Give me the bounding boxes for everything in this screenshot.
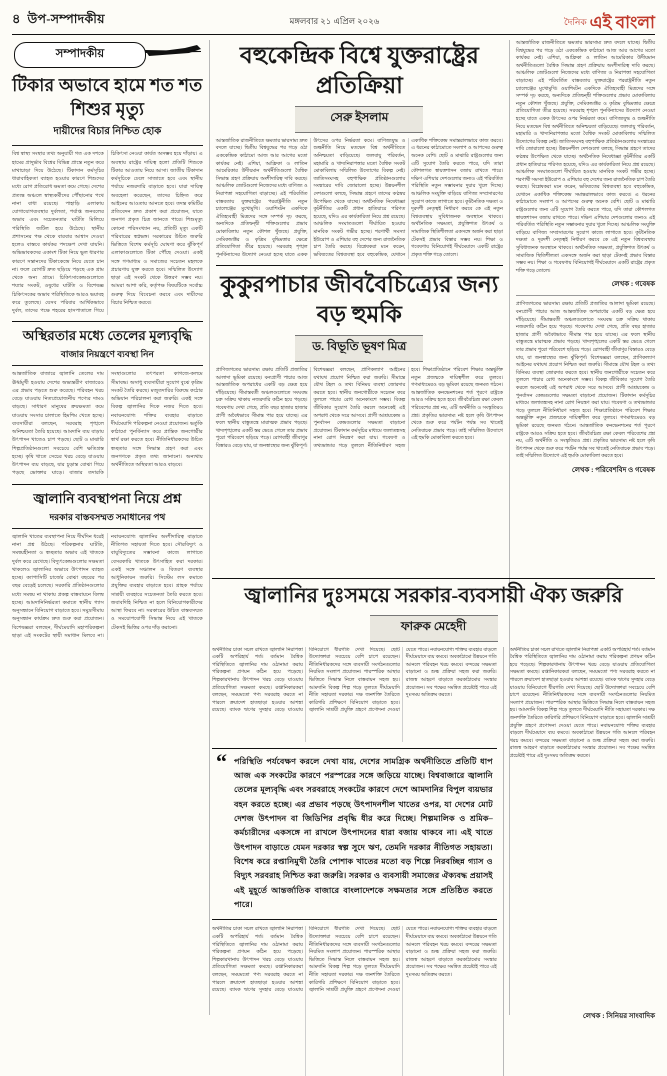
divider-rule [12,321,203,322]
article-3-headline: জ্বালানির দুঃসময়ে সরকার-ব্যবসায়ী ঐক্য জরুরি [244,585,623,607]
article-1-byline: সেরু ইসলাম [295,106,423,133]
editorial-body: বিশ্ব স্বাস্থ্য সংস্থার তথ্য অনুযায়ী গত এক দশকে হামের প্রাদুর্ভাব বিশ্বের বিভিন্ন প্রান্তে নতুন করে মাথাচাড়া দিয়ে উঠেছে। টিকাদান কর্মসূচির ধারাবাহিকতা ব্যাহত হওয়ার কারণে শিশুদের মধ্যে রোগ প্রতিরোধ ক্ষমতা কমে গেছে। দেশের প্রত্যন্ত অঞ্চলে স্বাস্থ্যকর্মীদের পৌঁছানোর পথে নানা বাধা রয়েছে। পাহাড়ি এলাকায় যোগাযোগব্যবস্থার দুর্বলতা, পর্যাপ্ত জনবলের অভাব এবং সচেতনতার ঘাটতি মিলিয়ে পরিস্থিতি জটিল হয়ে উঠেছে। স্থানীয় প্রশাসনের পক্ষ থেকে বারবার আশ্বাস দেওয়া হলেও বাস্তবে কার্যকর পদক্ষেপ দেখা যায়নি। অভিভাবকদের একাংশ টিকা নিয়ে ভুল ধারণার কারণে সন্তানদের টিকাকেন্দ্রে নিয়ে যেতে চান না। ফলে রোগটি দ্রুত ছড়িয়ে পড়ছে এক গ্রাম থেকে অন্য গ্রামে। চিকিৎসাকেন্দ্রগুলোতে শয্যার সংকট, ওষুধের ঘাটতি ও বিশেষজ্ঞ চিকিৎসকের অভাব পরিস্থিতিকে আরও ভয়াবহ করে তুলেছে। যেসব পরিবার আর্থিকভাবে দুর্বল, তাদের পক্ষে শহরের হাসপাতালে গিয়ে চিকিৎসা নেওয়া কার্যত অসম্ভব হয়ে দাঁড়ায়। এ অবস্থায় রাষ্ট্রের দায়িত্ব হলো প্রতিটি শিশুকে টিকার আওতায় নিয়ে আসা। জাতীয় টিকাদান কর্মসূচিকে ঢেলে সাজাতে হবে এবং স্থানীয় পর্যায়ে নজরদারি বাড়াতে হবে। যারা দায়িত্ব অবহেলা করেছেন, তাদের চিহ্নিত করে আইনের আওতায় আনতে হবে। তদন্ত কমিটির প্রতিবেদন দ্রুত প্রকাশ করা প্রয়োজন, যাতে জনগণ প্রকৃত চিত্র জানতে পারে। শিশুমৃত্যু কোনো পরিসংখ্যান নয়, প্রতিটি মৃত্যু একটি পরিবারের স্বপ্নভঙ্গ। সরকারের উচিত জরুরি ভিত্তিতে বিশেষ কর্মসূচি ঘোষণা করে ঝুঁকিপূর্ণ এলাকাগুলোতে টিকা পৌঁছে দেওয়া। একই সঙ্গে গণমাধ্যম ও সমাজের সচেতন মহলকে প্রচারণায় যুক্ত করতে হবে। সম্মিলিত উদ্যোগ ছাড়া এই সংকট থেকে উত্তরণ সম্ভব নয়। আমরা আশা করি, কর্তৃপক্ষ বিষয়টিকে সর্বোচ্চ গুরুত্ব দিয়ে বিবেচনা করবে এবং দায়ীদের বিচার নিশ্চিত করবে। [12,151,203,314]
article-1-signature: লেখক : গবেষক [611,280,655,289]
editorial-second-body: আন্তর্জাতিক বাজারে জ্বালানি তেলের দাম ঊর্ধ্বমুখী হওয়ায় দেশের অভ্যন্তরীণ বাজারেও এর প্রভাব পড়তে শুরু করেছে। পরিবহন খরচ বেড়ে যাওয়ায় নিত্যপ্রয়োজনীয় পণ্যের দামও বাড়ছে। সাধারণ মানুষের ক্রয়ক্ষমতা কমে যাওয়ায় সংসার চালাতে হিমশিম খেতে হচ্ছে। ব্যবসায়ীরা বলছেন, সরবরাহ শৃঙ্খলে অনিশ্চয়তা তৈরি হয়েছে। আমদানি ব্যয় বাড়ায় উৎপাদন খাতেও চাপ পড়ছে। ছোট ও মাঝারি শিল্পপ্রতিষ্ঠানগুলো সবচেয়ে বেশি ক্ষতিগ্রস্ত হচ্ছে। কৃষি খাতে সেচের খরচ বেড়ে যাওয়ায় উৎপাদন ব্যয় বাড়ছে, যার চূড়ান্ত বোঝা গিয়ে পড়ছে ভোক্তার ঘাড়ে। বাজার তদারকি সংস্থাগুলোর তৎপরতা কাগজে-কলমে সীমাবদ্ধ। অসাধু ব্যবসায়ীরা সুযোগ বুঝে কৃত্রিম সংকট তৈরি করছে। মজুতদারির বিরুদ্ধে কঠোর অভিযান পরিচালনা করা জরুরি। একই সঙ্গে বিকল্প জ্বালানির দিকে নজর দিতে হবে। নবায়নযোগ্য শক্তির ব্যবহার বাড়াতে দীর্ঘমেয়াদি পরিকল্পনা নেওয়া প্রয়োজন। ভর্তুকি কাঠামো পুনর্বিন্যাস করে প্রান্তিক জনগোষ্ঠীর স্বার্থ রক্ষা করতে হবে। নীতিনির্ধারকদের উচিত স্বচ্ছতার সঙ্গে সিদ্ধান্ত গ্রহণ করা এবং জনগণকে প্রকৃত তথ্য জানানো। অন্যথায় অর্থনীতিতে অস্থিরতা আরও বাড়বে। [12,371,203,477]
editorial-second-headline: অস্থিরতার মধ্যে তেলের মূল্যবৃদ্ধি [22,328,192,344]
article-3-byline: ফারুক মেহেদী [370,615,498,642]
article-divider-1 [216,265,503,266]
section-title: উপ-সম্পাদকীয় [27,12,105,26]
editorial-third-subhead: দরকার বাস্তবসম্মত সমাধানের পথ [12,510,203,529]
article-1-headline: বহুকেন্দ্রিক বিশ্বে যুক্তরাষ্ট্রের প্রতিক্রিয়া [239,43,479,98]
article-3-body-bottom: অর্থনীতির চাকা সচল রাখতে জ্বালানি নিরাপত্তা একটি অপরিহার্য শর্ত। বর্তমান বৈশ্বিক পরিস্থিতিতে জ্বালানির দাম ওঠানামা করায় পরিকল্পনা প্রণয়ন কঠিন হয়ে পড়েছে। শিল্পকারখানায় উৎপাদন খরচ বেড়ে যাওয়ায় প্রতিযোগিতা সক্ষমতা কমছে। রপ্তানিকারকরা বলছেন, সময়মতো পণ্য সরবরাহ করতে না পারলে ক্রয়াদেশ হাতছাড়া হওয়ার আশঙ্কা রয়েছে। ব্যাংক ঋণের সুদহার বেড়ে যাওয়ায় বিনিয়োগে ধীরগতি দেখা দিয়েছে। ছোট উদ্যোক্তারা সবচেয়ে বেশি চাপে রয়েছেন। নীতিনির্ধারকদের সঙ্গে ব্যবসায়ী সংগঠনগুলোর নিয়মিত সংলাপ প্রয়োজন। পারস্পরিক আস্থার ভিত্তিতে সিদ্ধান্ত নিলে বাস্তবায়ন সহজ হয়। আমদানি বিকল্প শিল্প গড়ে তুলতে দীর্ঘমেয়াদি নীতি সহায়তা দরকার। দক্ষ জনশক্তি তৈরিতে কারিগরি প্রশিক্ষণে বিনিয়োগ বাড়াতে হবে। জ্বালানি সাশ্রয়ী প্রযুক্তি গ্রহণে প্রণোদনা দেওয়া যেতে পারে। নবায়নযোগ্য শক্তির ব্যবহার বাড়লে দীর্ঘমেয়াদে ব্যয় কমবে। অবকাঠামো উন্নয়নে গতি আনলে পরিবহন খরচ কমবে। বন্দরের সক্ষমতা বাড়ানো ও শুল্ক প্রক্রিয়া সহজ করা জরুরি। রাজস্ব আহরণ বাড়াতে করকাঠামোর সংস্কার প্রয়োজন। সব পক্ষের সমন্বিত প্রচেষ্টাই পারে এই দুঃসময় অতিক্রম করতে। [212,927,497,994]
article-1-continued: আন্তর্জাতিক রাজনীতিতে ক্ষমতার ভারসাম্য দ্রুত বদলে যাচ্ছে। দ্বিতীয় বিশ্বযুদ্ধের পর গড়ে ওঠা এককেন্দ্রিক কাঠামো আজ আর আগের মতো কার্যকর নেই। এশিয়া, আফ্রিকা ও লাতিন আমেরিকার উদীয়মান অর্থনীতিগুলো বৈশ্বিক সিদ্ধান্ত গ্রহণ প্রক্রিয়ায় অংশীদারিত্ব দাবি করছে। আঞ্চলিক জোটগুলো নিজেদের মধ্যে বাণিজ্য ও নিরাপত্তা সহযোগিতা বাড়াচ্ছে। এই পরিবর্তিত বাস্তবতায় যুক্তরাষ্ট্রের পররাষ্ট্রনীতি নতুন চ্যালেঞ্জের মুখোমুখি। ওয়াশিংটন একদিকে ঐতিহ্যবাহী মিত্রদের সঙ্গে সম্পর্ক দৃঢ় করছে, অন্যদিকে প্রতিদ্বন্দ্বী শক্তিগুলোর প্রভাব মোকাবিলায় নতুন কৌশল খুঁজছে। প্রযুক্তি, সেমিকন্ডাক্টর ও কৃত্রিম বুদ্ধিমত্তার ক্ষেত্রে প্রতিযোগিতা তীব্র হয়েছে। সরবরাহ শৃঙ্খল পুনর্বিন্যাসের উদ্যোগ নেওয়া হচ্ছে যাতে একক উৎসের ওপর নির্ভরতা কমে। বাণিজ্যযুদ্ধ ও শুল্কনীতি নিয়ে মতভেদ বিশ্ব অর্থনীতিতে অনিশ্চয়তা বাড়িয়েছে। জলবায়ু পরিবর্তন, মহামারি ও খাদ্যনিরাপত্তার মতো বৈশ্বিক সংকট মোকাবিলায় সম্মিলিত উদ্যোগের বিকল্প নেই। জাতিসংঘসহ বহুপাক্ষিক প্রতিষ্ঠানগুলোর সংস্কারের দাবি জোরালো হচ্ছে। উন্নয়নশীল দেশগুলো বলছে, সিদ্ধান্ত গ্রহণে তাদের কণ্ঠস্বর উপেক্ষিত থেকে যাচ্ছে। অর্থনৈতিক নিষেধাজ্ঞা কূটনীতির একটি প্রধান হাতিয়ারে পরিণত হয়েছে, যদিও এর কার্যকারিতা নিয়ে প্রশ্ন রয়েছে। আঞ্চলিক সংঘাতগুলো দীর্ঘায়িত হওয়ায় মানবিক সংকট গভীর হচ্ছে। শরণার্থী সমস্যা ইউরোপ ও এশিয়ার বহু দেশের জন্য রাজনৈতিক চাপ তৈরি করছে। বিশ্লেষকরা মনে করেন, ভবিষ্যতের বিশ্বব্যবস্থা হবে বহুকেন্দ্রিক, যেখানে একাধিক শক্তিকেন্দ্র সমান্তরালভাবে কাজ করবে। এ ধরনের কাঠামোতে সংলাপ ও আপসের গুরুত্ব অনেক বেশি। ছোট ও মাঝারি রাষ্ট্রগুলোর জন্য এটি সুযোগ তৈরি করতে পারে, যদি তারা কৌশলগত স্বায়ত্তশাসন বজায় রাখতে পারে। দক্ষিণ এশিয়ার দেশগুলোর জন্যও এই পরিবর্তিত পরিস্থিতি নতুন সম্ভাবনার দুয়ার খুলে দিচ্ছে। আঞ্চলিক সংযুক্তি বাড়িয়ে বাণিজ্য সম্প্রসারণের সুযোগ কাজে লাগাতে হবে। কূটনৈতিক দক্ষতা ও দূরদর্শী নেতৃত্বই নির্ধারণ করবে কে এই নতুন বিশ্বব্যবস্থায় সুবিধাজনক অবস্থানে থাকবে। অর্থনৈতিক সক্ষমতা, প্রযুক্তিগত উৎকর্ষ ও সামাজিক স্থিতিশীলতা একসঙ্গে অর্জন করা ছাড়া টেকসই প্রভাব বিস্তার সম্ভব নয়। শিক্ষা ও গবেষণায় বিনিয়োগই দীর্ঘমেয়াদে একটি রাষ্ট্রের প্রকৃত শক্তি গড়ে তোলে। [515,41,655,274]
editorial-third-body: জ্বালানি খাতের ব্যবস্থাপনা নিয়ে দীর্ঘদিন ধরেই নানা প্রশ্ন উঠছে। পরিকল্পনার ঘাটতি, সমন্বয়হীনতা ও স্বচ্ছতার অভাব এই খাতকে দুর্বল করে রেখেছে। বিদ্যুৎকেন্দ্রগুলোর সক্ষমতা থাকলেও জ্বালানির অভাবে উৎপাদন ব্যাহত হচ্ছে। ক্যাপাসিটি চার্জের বোঝা বছরের পর বছর বেড়েই চলেছে। সরকারি প্রতিষ্ঠানগুলোর মধ্যে সমন্বয় না থাকায় প্রকল্প বাস্তবায়নে বিলম্ব হচ্ছে। আমদানিনির্ভরতা কমাতে স্থানীয় গ্যাস অনুসন্ধানে বিনিয়োগ বাড়াতে হবে। সমুদ্রসীমায় অনুসন্ধান কার্যক্রম দ্রুত শুরু করা প্রয়োজন। বিশেষজ্ঞরা বলছেন, দীর্ঘমেয়াদি মহাপরিকল্পনা ছাড়া এই সংকটের স্থায়ী সমাধান মিলবে না। নবায়নযোগ্য জ্বালানির অংশীদারিত্ব বাড়াতে নীতিগত সহায়তা দিতে হবে। সৌরবিদ্যুৎ ও বায়ুবিদ্যুতের সম্ভাবনা কাজে লাগাতে বেসরকারি খাতকে উৎসাহিত করা দরকার। একই সঙ্গে সঞ্চালন ও বিতরণ ব্যবস্থার আধুনিকায়ন জরুরি। সিস্টেম লস কমাতে প্রযুক্তির ব্যবহার বাড়াতে হবে। গ্রাহক পর্যায়ে সাশ্রয়ী ব্যবহারে সচেতনতা তৈরি করতে হবে। জবাবদিহি নিশ্চিত না হলে বিনিয়োগকারীদের আস্থা ফিরবে না। সরকারের উচিত বাস্তবসম্মত ও সময়োপযোগী সিদ্ধান্ত নিয়ে এই খাতকে টেকসই ভিত্তির ওপর দাঁড় করানো। [12,533,203,639]
article-3-pullquote-text: পরিস্থিতি পর্যবেক্ষণ করলে দেখা যায়, দেশের সামগ্রিক অর্থনীতিতে প্রতিটি ধাপ আজ এক সংকটের কারণে পরস্পরের সঙ্গে জড়িয়ে যাচ্ছে। বিশ্ববাজারে জ্বালানি তেলের মূল্যবৃদ্ধি এবং সরবরাহে সংকটের কারণে দেশে আমদানির বিপুল ব্যয়ভার বহন করতে হচ্ছে। এর প্রভাব পড়ছে উৎপাদনশীল খাতের ওপর, যা দেশের মোট দেশজ উৎপাদন বা জিডিপির প্রবৃদ্ধি ধীর করে দিচ্ছে। শিল্পমালিক ও শ্রমিক–কর্মচারীদের একসঙ্গে না রাখলে উৎপাদনের ধারা বজায় থাকবে না। এই খাতে উৎপাদন বাড়াতে যেমন দরকার স্বল্প সুদে ঋণ, তেমনি দরকার নীতিগত সহায়তা। বিশেষ করে রপ্তানিমুখী তৈরি পোশাক খাতের মতো বড় শিল্পে নিরবচ্ছিন্ন গ্যাস ও বিদ্যুৎ সরবরাহ নিশ্চিত করা জরুরি। সরকার ও ব্যবসায়ী সমাজের ঐক্যবদ্ধ প্রয়াসই এই মুহূর্তে আন্তর্জাতিক বাজারে বাংলাদেশকে সক্ষমতার সঙ্গে প্রতিষ্ঠিত করতে পারে। [234,756,493,910]
logo-kicker: দৈনিক [564,17,587,27]
article-3 [212,572,655,1076]
article-2-body: প্রাণিজগতের ভারসাম্য রক্ষায় প্রতিটি প্রজাতির আলাদা ভূমিকা রয়েছে। বন্যপ্রাণী পাচার আজ আন্তর্জাতিক অপরাধের একটি বড় ক্ষেত্র হয়ে দাঁড়িয়েছে। সীমান্তবর্তী অঞ্চলগুলোতে সংঘবদ্ধ চক্র সক্রিয় থাকায় নজরদারি কঠিন হয়ে পড়ছে। গবেষণায় দেখা গেছে, প্রতি বছর হাজার হাজার প্রাণী অবৈধভাবে সীমান্ত পার হয়ে যাচ্ছে। এর ফলে স্থানীয় বাস্তুতন্ত্রে মারাত্মক প্রভাব পড়ছে। খাদ্যশৃঙ্খলের একটি স্তর ভেঙে গেলে তার প্রভাব পুরো পরিবেশে ছড়িয়ে পড়ে। রোগবাহী জীবাণুর বিস্তারও বেড়ে যায়, যা জনস্বাস্থ্যের জন্য ঝুঁকিপূর্ণ। বিশেষজ্ঞরা বলছেন, প্রাণিকল্যাণ আইনের যথাযথ প্রয়োগ নিশ্চিত করা জরুরি। সীমান্তে যৌথ টহল ও তথ্য বিনিময় ব্যবস্থা জোরদার করতে হবে। স্থানীয় জনগোষ্ঠীকে সচেতন করে তুললে পাচার রোধ অনেকাংশে সম্ভব। বিকল্প জীবিকার সুযোগ তৈরি করলে অনেকেই এই অপরাধ থেকে সরে আসবে। প্রাণী আশ্রয়কেন্দ্র ও পুনর্বাসন কেন্দ্রগুলোর সক্ষমতা বাড়ানো প্রয়োজন। টিকাদান কর্মসূচির মাধ্যমে জলাতঙ্কসহ নানা রোগ নিয়ন্ত্রণ করা যায়। গবেষণা ও তথ্যভান্ডার গড়ে তুললে নীতিনির্ধারণ সহজ হবে। শিক্ষাপ্রতিষ্ঠানে পরিবেশ শিক্ষার অন্তর্ভুক্তি নতুন প্রজন্মকে দায়িত্বশীল করে তুলবে। গণমাধ্যমেরও বড় ভূমিকা রয়েছে জনমত গঠনে। আন্তর্জাতিক কনভেনশনের শর্ত পূরণে রাষ্ট্রকে আরও সক্রিয় হতে হবে। জীববৈচিত্র্য রক্ষা কেবল পরিবেশের প্রশ্ন নয়, এটি অর্থনীতি ও সংস্কৃতিরও প্রশ্ন। প্রকৃতির ভারসাম্য নষ্ট হলে কৃষি উৎপাদন থেকে শুরু করে পর্যটন পর্যন্ত সব খাতেই নেতিবাচক প্রভাব পড়ে। তাই সম্মিলিত উদ্যোগে এই হুমকি মোকাবিলা করতে হবে। [215,368,503,449]
page-number: ৪ [12,11,21,26]
masthead [12,10,655,35]
masthead-left [12,10,105,31]
article-2-headline: কুকুরপাচার জীববৈচিত্র্যের জন্য বড় হুমকি [220,272,499,328]
publication-date: মঙ্গলবার ২১ এপ্রিল ২০২৬ [289,16,380,26]
right-divider [516,295,655,296]
pen-icon [145,44,203,58]
article-3-signature: লেখক : সিনিয়র সাংবাদিক [582,1011,655,1020]
editorial-column [12,40,203,1015]
divider-rule-2 [12,484,203,485]
article-3-body-top: অর্থনীতির চাকা সচল রাখতে জ্বালানি নিরাপত্তা একটি অপরিহার্য শর্ত। বর্তমান বৈশ্বিক পরিস্থিতিতে জ্বালানির দাম ওঠানামা করায় পরিকল্পনা প্রণয়ন কঠিন হয়ে পড়েছে। শিল্পকারখানায় উৎপাদন খরচ বেড়ে যাওয়ায় প্রতিযোগিতা সক্ষমতা কমছে। রপ্তানিকারকরা বলছেন, সময়মতো পণ্য সরবরাহ করতে না পারলে ক্রয়াদেশ হাতছাড়া হওয়ার আশঙ্কা রয়েছে। ব্যাংক ঋণের সুদহার বেড়ে যাওয়ায় বিনিয়োগে ধীরগতি দেখা দিয়েছে। ছোট উদ্যোক্তারা সবচেয়ে বেশি চাপে রয়েছেন। নীতিনির্ধারকদের সঙ্গে ব্যবসায়ী সংগঠনগুলোর নিয়মিত সংলাপ প্রয়োজন। পারস্পরিক আস্থার ভিত্তিতে সিদ্ধান্ত নিলে বাস্তবায়ন সহজ হয়। আমদানি বিকল্প শিল্প গড়ে তুলতে দীর্ঘমেয়াদি নীতি সহায়তা দরকার। দক্ষ জনশক্তি তৈরিতে কারিগরি প্রশিক্ষণে বিনিয়োগ বাড়াতে হবে। জ্বালানি সাশ্রয়ী প্রযুক্তি গ্রহণে প্রণোদনা দেওয়া যেতে পারে। নবায়নযোগ্য শক্তির ব্যবহার বাড়লে দীর্ঘমেয়াদে ব্যয় কমবে। অবকাঠামো উন্নয়নে গতি আনলে পরিবহন খরচ কমবে। বন্দরের সক্ষমতা বাড়ানো ও শুল্ক প্রক্রিয়া সহজ করা জরুরি। রাজস্ব আহরণ বাড়াতে করকাঠামোর সংস্কার প্রয়োজন। সব পক্ষের সমন্বিত প্রচেষ্টাই পারে এই দুঃসময় অতিক্রম করতে। [212,647,497,714]
editorial-third-headline: জ্বালানি ব্যবস্থাপনা নিয়ে প্রশ্ন [33,490,182,506]
article-3-continued: অর্থনীতির চাকা সচল রাখতে জ্বালানি নিরাপত্তা একটি অপরিহার্য শর্ত। বর্তমান বৈশ্বিক পরিস্থিতিতে জ্বালানির দাম ওঠানামা করায় পরিকল্পনা প্রণয়ন কঠিন হয়ে পড়েছে। শিল্পকারখানায় উৎপাদন খরচ বেড়ে যাওয়ায় প্রতিযোগিতা সক্ষমতা কমছে। রপ্তানিকারকরা বলছেন, সময়মতো পণ্য সরবরাহ করতে না পারলে ক্রয়াদেশ হাতছাড়া হওয়ার আশঙ্কা রয়েছে। ব্যাংক ঋণের সুদহার বেড়ে যাওয়ায় বিনিয়োগে ধীরগতি দেখা দিয়েছে। ছোট উদ্যোক্তারা সবচেয়ে বেশি চাপে রয়েছেন। নীতিনির্ধারকদের সঙ্গে ব্যবসায়ী সংগঠনগুলোর নিয়মিত সংলাপ প্রয়োজন। পারস্পরিক আস্থার ভিত্তিতে সিদ্ধান্ত নিলে বাস্তবায়ন সহজ হয়। আমদানি বিকল্প শিল্প গড়ে তুলতে দীর্ঘমেয়াদি নীতি সহায়তা দরকার। দক্ষ জনশক্তি তৈরিতে কারিগরি প্রশিক্ষণে বিনিয়োগ বাড়াতে হবে। জ্বালানি সাশ্রয়ী প্রযুক্তি গ্রহণে প্রণোদনা দেওয়া যেতে পারে। নবায়নযোগ্য শক্তির ব্যবহার বাড়লে দীর্ঘমেয়াদে ব্যয় কমবে। অবকাঠামো উন্নয়নে গতি আনলে পরিবহন খরচ কমবে। বন্দরের সক্ষমতা বাড়ানো ও শুল্ক প্রক্রিয়া সহজ করা জরুরি। রাজস্ব আহরণ বাড়াতে করকাঠামোর সংস্কার প্রয়োজন। সব পক্ষের সমন্বিত প্রচেষ্টাই পারে এই দুঃসময় অতিক্রম করতে। [509,647,655,759]
article-2-byline: ড. বিভূতি ভূষণ মিত্র [295,335,423,362]
editorial-second-subhead: বাজার নিয়ন্ত্রণে ব্যবস্থা নিন [12,347,203,366]
editorial-headline: টিকার অভাবে হামে শত শত শিশুর মৃত্যু [12,75,203,119]
article-2-signature: লেখক : পরিবেশবিদ ও গবেষক [571,465,655,474]
article-1-body: আন্তর্জাতিক রাজনীতিতে ক্ষমতার ভারসাম্য দ্রুত বদলে যাচ্ছে। দ্বিতীয় বিশ্বযুদ্ধের পর গড়ে ওঠা এককেন্দ্রিক কাঠামো আজ আর আগের মতো কার্যকর নেই। এশিয়া, আফ্রিকা ও লাতিন আমেরিকার উদীয়মান অর্থনীতিগুলো বৈশ্বিক সিদ্ধান্ত গ্রহণ প্রক্রিয়ায় অংশীদারিত্ব দাবি করছে। আঞ্চলিক জোটগুলো নিজেদের মধ্যে বাণিজ্য ও নিরাপত্তা সহযোগিতা বাড়াচ্ছে। এই পরিবর্তিত বাস্তবতায় যুক্তরাষ্ট্রের পররাষ্ট্রনীতি নতুন চ্যালেঞ্জের মুখোমুখি। ওয়াশিংটন একদিকে ঐতিহ্যবাহী মিত্রদের সঙ্গে সম্পর্ক দৃঢ় করছে, অন্যদিকে প্রতিদ্বন্দ্বী শক্তিগুলোর প্রভাব মোকাবিলায় নতুন কৌশল খুঁজছে। প্রযুক্তি, সেমিকন্ডাক্টর ও কৃত্রিম বুদ্ধিমত্তার ক্ষেত্রে প্রতিযোগিতা তীব্র হয়েছে। সরবরাহ শৃঙ্খল পুনর্বিন্যাসের উদ্যোগ নেওয়া হচ্ছে যাতে একক উৎসের ওপর নির্ভরতা কমে। বাণিজ্যযুদ্ধ ও শুল্কনীতি নিয়ে মতভেদ বিশ্ব অর্থনীতিতে অনিশ্চয়তা বাড়িয়েছে। জলবায়ু পরিবর্তন, মহামারি ও খাদ্যনিরাপত্তার মতো বৈশ্বিক সংকট মোকাবিলায় সম্মিলিত উদ্যোগের বিকল্প নেই। জাতিসংঘসহ বহুপাক্ষিক প্রতিষ্ঠানগুলোর সংস্কারের দাবি জোরালো হচ্ছে। উন্নয়নশীল দেশগুলো বলছে, সিদ্ধান্ত গ্রহণে তাদের কণ্ঠস্বর উপেক্ষিত থেকে যাচ্ছে। অর্থনৈতিক নিষেধাজ্ঞা কূটনীতির একটি প্রধান হাতিয়ারে পরিণত হয়েছে, যদিও এর কার্যকারিতা নিয়ে প্রশ্ন রয়েছে। আঞ্চলিক সংঘাতগুলো দীর্ঘায়িত হওয়ায় মানবিক সংকট গভীর হচ্ছে। শরণার্থী সমস্যা ইউরোপ ও এশিয়ার বহু দেশের জন্য রাজনৈতিক চাপ তৈরি করছে। বিশ্লেষকরা মনে করেন, ভবিষ্যতের বিশ্বব্যবস্থা হবে বহুকেন্দ্রিক, যেখানে একাধিক শক্তিকেন্দ্র সমান্তরালভাবে কাজ করবে। এ ধরনের কাঠামোতে সংলাপ ও আপসের গুরুত্ব অনেক বেশি। ছোট ও মাঝারি রাষ্ট্রগুলোর জন্য এটি সুযোগ তৈরি করতে পারে, যদি তারা কৌশলগত স্বায়ত্তশাসন বজায় রাখতে পারে। দক্ষিণ এশিয়ার দেশগুলোর জন্যও এই পরিবর্তিত পরিস্থিতি নতুন সম্ভাবনার দুয়ার খুলে দিচ্ছে। আঞ্চলিক সংযুক্তি বাড়িয়ে বাণিজ্য সম্প্রসারণের সুযোগ কাজে লাগাতে হবে। কূটনৈতিক দক্ষতা ও দূরদর্শী নেতৃত্বই নির্ধারণ করবে কে এই নতুন বিশ্বব্যবস্থায় সুবিধাজনক অবস্থানে থাকবে। অর্থনৈতিক সক্ষমতা, প্রযুক্তিগত উৎকর্ষ ও সামাজিক স্থিতিশীলতা একসঙ্গে অর্জন করা ছাড়া টেকসই প্রভাব বিস্তার সম্ভব নয়। শিক্ষা ও গবেষণায় বিনিয়োগই দীর্ঘমেয়াদে একটি রাষ্ট্রের প্রকৃত শক্তি গড়ে তোলে। [215,138,503,258]
editorial-subhead: দায়ীদের বিচার নিশ্চিত হোক [12,124,203,146]
masthead-logo [564,14,655,31]
article-divider-2 [212,578,655,579]
editorial-stamp [14,42,146,68]
quote-mark-icon: “ [216,748,227,774]
editorial-stamp-label: সম্পাদকীয় [55,48,105,60]
logo-wordmark: এই বাংলা [589,13,655,32]
article-3-pullquote [212,748,497,921]
article-2-continued: প্রাণিজগতের ভারসাম্য রক্ষায় প্রতিটি প্রজাতির আলাদা ভূমিকা রয়েছে। বন্যপ্রাণী পাচার আজ আন্তর্জাতিক অপরাধের একটি বড় ক্ষেত্র হয়ে দাঁড়িয়েছে। সীমান্তবর্তী অঞ্চলগুলোতে সংঘবদ্ধ চক্র সক্রিয় থাকায় নজরদারি কঠিন হয়ে পড়ছে। গবেষণায় দেখা গেছে, প্রতি বছর হাজার হাজার প্রাণী অবৈধভাবে সীমান্ত পার হয়ে যাচ্ছে। এর ফলে স্থানীয় বাস্তুতন্ত্রে মারাত্মক প্রভাব পড়ছে। খাদ্যশৃঙ্খলের একটি স্তর ভেঙে গেলে তার প্রভাব পুরো পরিবেশে ছড়িয়ে পড়ে। রোগবাহী জীবাণুর বিস্তারও বেড়ে যায়, যা জনস্বাস্থ্যের জন্য ঝুঁকিপূর্ণ। বিশেষজ্ঞরা বলছেন, প্রাণিকল্যাণ আইনের যথাযথ প্রয়োগ নিশ্চিত করা জরুরি। সীমান্তে যৌথ টহল ও তথ্য বিনিময় ব্যবস্থা জোরদার করতে হবে। স্থানীয় জনগোষ্ঠীকে সচেতন করে তুললে পাচার রোধ অনেকাংশে সম্ভব। বিকল্প জীবিকার সুযোগ তৈরি করলে অনেকেই এই অপরাধ থেকে সরে আসবে। প্রাণী আশ্রয়কেন্দ্র ও পুনর্বাসন কেন্দ্রগুলোর সক্ষমতা বাড়ানো প্রয়োজন। টিকাদান কর্মসূচির মাধ্যমে জলাতঙ্কসহ নানা রোগ নিয়ন্ত্রণ করা যায়। গবেষণা ও তথ্যভান্ডার গড়ে তুললে নীতিনির্ধারণ সহজ হবে। শিক্ষাপ্রতিষ্ঠানে পরিবেশ শিক্ষার অন্তর্ভুক্তি নতুন প্রজন্মকে দায়িত্বশীল করে তুলবে। গণমাধ্যমেরও বড় ভূমিকা রয়েছে জনমত গঠনে। আন্তর্জাতিক কনভেনশনের শর্ত পূরণে রাষ্ট্রকে আরও সক্রিয় হতে হবে। জীববৈচিত্র্য রক্ষা কেবল পরিবেশের প্রশ্ন নয়, এটি অর্থনীতি ও সংস্কৃতিরও প্রশ্ন। প্রকৃতির ভারসাম্য নষ্ট হলে কৃষি উৎপাদন থেকে শুরু করে পর্যটন পর্যন্ত সব খাতেই নেতিবাচক প্রভাব পড়ে। তাই সম্মিলিত উদ্যোগে এই হুমকি মোকাবিলা করতে হবে। [515,302,655,460]
